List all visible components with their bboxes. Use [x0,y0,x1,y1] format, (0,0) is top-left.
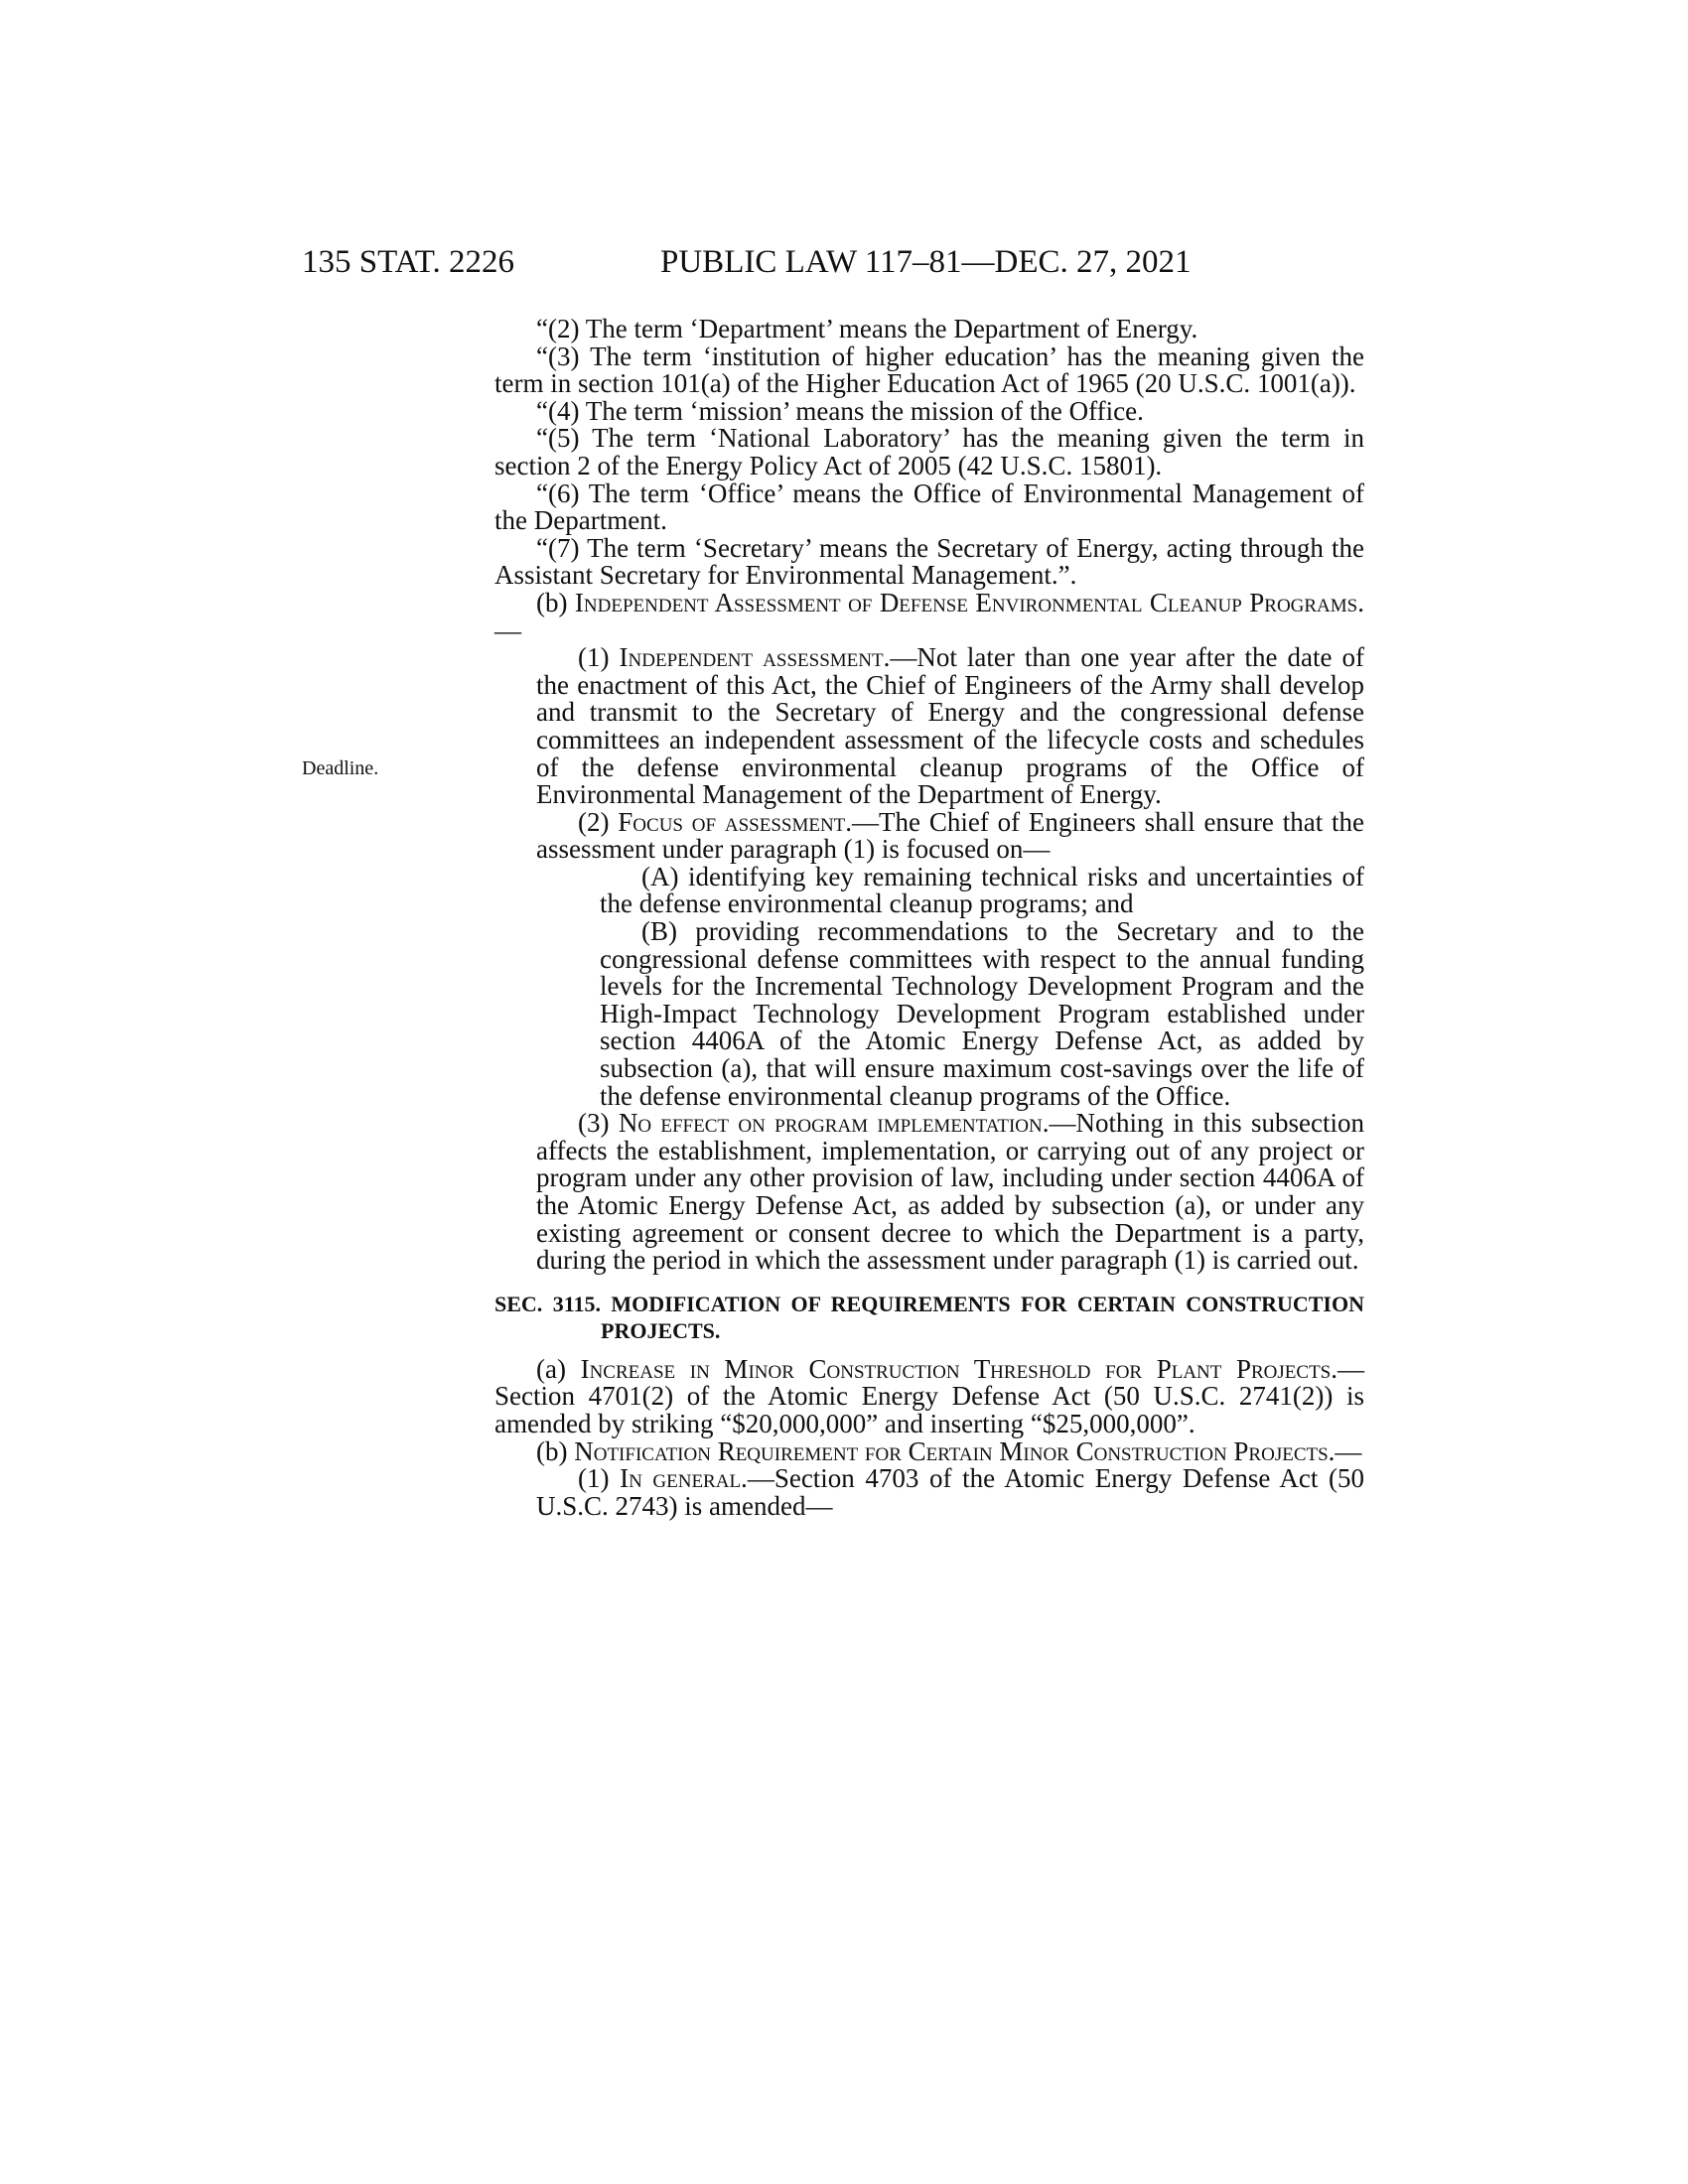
definition-3: “(3) The term ‘institution of higher education’ has the meaning given the term in section 101(a) of the Higher Education Act of 1965 (20 U.S.C. 1001(a)). [494,341,1364,399]
definition-5: “(5) The term ‘National Laboratory’ has the meaning given the term in section 2 of the Energy Policy Act of 2005 (42 U.S.C. 15801). [494,423,1364,480]
paragraph-b1: (1) Independent assessment.—Not later than one year after the date of the enactment of this Act, the Chief of Engineers of the Army shall develop and transmit to the Secretary of Energy and the congressional defense committees an independent assessment of the lifecycle costs and schedules of the defense environmental cleanup programs of the Office of Environmental Management of the Department of Energy. [536,642,1364,810]
statute-page-number: 135 STAT. 2226 [302,244,515,280]
section-3115-heading: SEC. 3115. MODIFICATION OF REQUIREMENTS FOR CERTAIN CONSTRUCTION PROJECTS. [494,1291,1364,1343]
paragraph-b3: (3) No effect on program implementation.—Nothing in this subsection affects the establishment, implementation, or carrying out of any project or program under any other provision of law, including under section 4406A of the Atomic Energy Defense Act, as added by subsection (a), or under any existing agreement or consent decree to which the Department is a party, during the period in which the assessment under paragraph (1) is carried out. [536,1108,1364,1276]
definition-4: “(4) The term ‘mission’ means the mission of the Office. [536,395,1144,426]
document-body [494,316,1364,1520]
definition-6: “(6) The term ‘Office’ means the Office of Environmental Management of the Department. [494,478,1364,536]
section-3115-paragraph-b1: (1) In general.—Section 4703 of the Atomic Energy Defense Act (50 U.S.C. 2743) is amended— [536,1463,1364,1521]
subparagraph-b2a: (A) identifying key remaining technical risks and uncertainties of the defense environmental cleanup programs; and [600,861,1364,919]
section-3115-subsection-b-heading: (b) Notification Requirement for Certain Minor Construction Projects.— [536,1435,1362,1466]
definition-7: “(7) The term ‘Secretary’ means the Secretary of Energy, acting through the Assistant Secretary for Environmental Management.”. [494,532,1364,591]
section-3115-subsection-a: (a) Increase in Minor Construction Threshold for Plant Projects.—Section 4701(2) of the Atomic Energy Defense Act (50 U.S.C. 2741(2)) is amended by striking “$20,000,000” and inserting “$25,000,000”. [494,1353,1365,1438]
margin-note-deadline: Deadline. [302,757,379,779]
definition-2: “(2) The term ‘Department’ means the Department of Energy. [536,314,1198,343]
subparagraph-b2b: (B) providing recommendations to the Secretary and to the congressional defense committees with respect to the annual funding levels for the Incremental Technology Development Program and the High-Impact Technology Development Program established under section 4406A of the Atomic Energy Defense Act, as added by subsection (a), that will ensure maximum cost-savings over the life of the defense environmental cleanup programs of the Office. [600,916,1364,1111]
subsection-b-heading: (b) Independent Assessment of Defense Environmental Cleanup Programs.— [494,587,1364,645]
public-law-header: PUBLIC LAW 117–81—DEC. 27, 2021 [660,244,1192,280]
paragraph-b2: (2) Focus of assessment.—The Chief of Engineers shall ensure that the assessment under paragraph (1) is focused on— [536,806,1364,865]
